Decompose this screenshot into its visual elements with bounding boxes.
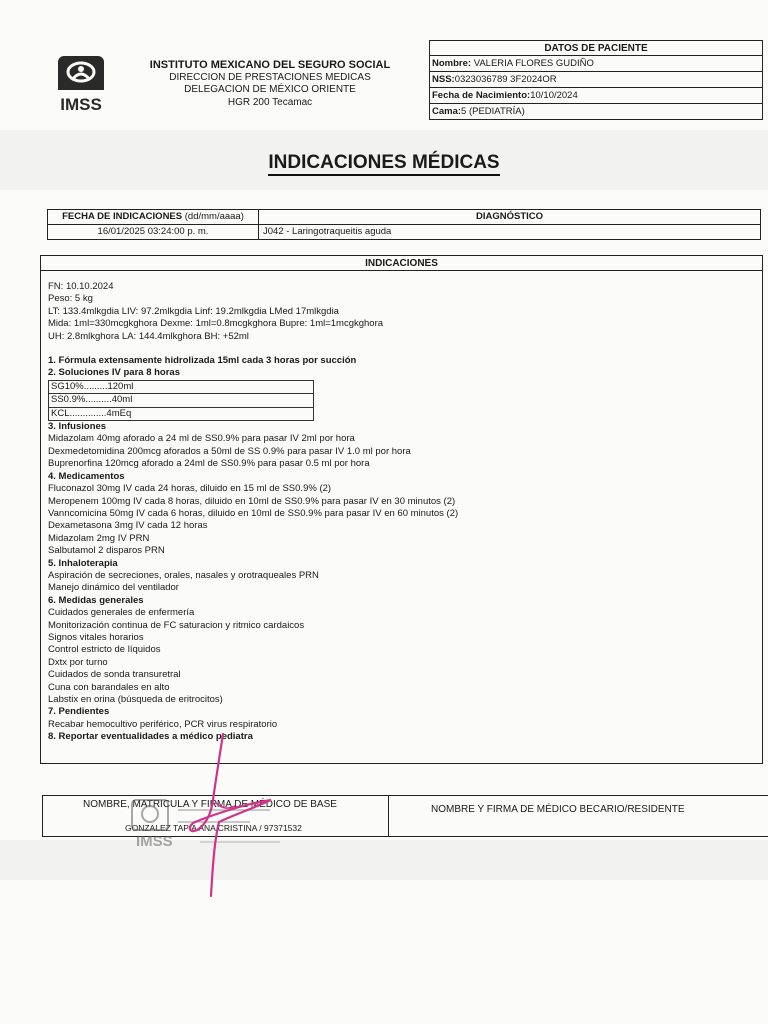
stamp-text: IMSS: [136, 833, 173, 850]
list-item: Labstix en orina (búsqueda de eritrocitos): [48, 694, 223, 705]
resident-physician-label: NOMBRE Y FIRMA DE MÉDICO BECARIO/RESIDENTE: [431, 804, 685, 815]
institution-hospital: HGR 200 Tecamac: [227, 96, 313, 108]
section-heading: 5. Inhaloterapia: [48, 557, 118, 569]
patient-nss: 0323036789 3F2024OR: [454, 74, 557, 85]
section-heading: 8. Reportar eventualidades a médico pediatra: [48, 731, 253, 743]
background-shade: [0, 840, 768, 880]
base-physician-label: NOMBRE, MATRICULA Y FIRMA DE MÉDICO DE BASE: [83, 799, 337, 810]
logo-text: IMSS: [60, 95, 102, 114]
intro-line: Mida: 1ml=330mcgkghora Dexme: 1ml=0.8mcgkghora Bupre: 1ml=1mcgkghora: [48, 318, 384, 330]
imss-logo-icon: [50, 52, 112, 114]
handwritten-signature: [175, 730, 285, 900]
date-header-format: (dd/mm/aaaa): [182, 211, 244, 222]
patient-bed-row: [430, 104, 762, 119]
institution-header: [130, 59, 410, 109]
indications-header: INDICACIONES: [41, 256, 762, 271]
patient-dob-row: [430, 88, 762, 104]
list-item: Fluconazol 30mg IV cada 24 horas, diluido en 15 ml de SS0.9% (2): [48, 483, 332, 495]
orders-date-diagnosis-table: [47, 209, 761, 240]
patient-data-box: [429, 40, 763, 120]
patient-header: DATOS DE PACIENTE: [430, 41, 762, 56]
section-heading: 7. Pendientes: [48, 706, 110, 718]
list-item: Salbutamol 2 disparos PRN: [48, 545, 165, 557]
date-header: [48, 210, 259, 225]
solution-item: SS0.9%..........40ml: [48, 394, 314, 407]
patient-bed: 5 (PEDIATRÍA): [461, 106, 525, 117]
intro-line: FN: 10.10.2024: [48, 281, 114, 292]
resident-physician-cell: [389, 796, 768, 836]
patient-nss-label: NSS:: [432, 74, 455, 85]
list-item: Cuna con barandales en alto: [48, 681, 170, 693]
solution-item: KCL..............4mEq: [48, 408, 314, 421]
date-header-label: FECHA DE INDICACIONES: [62, 211, 183, 222]
list-item: Monitorización continua de FC saturacion y ritmico cardaicos: [48, 619, 305, 631]
solution-item: SG10%.........120ml: [48, 380, 314, 394]
list-item: Cuidados generales de enfermería: [48, 607, 195, 619]
list-item: Aspiración de secreciones, orales, nasales y orotraqueales PRN: [48, 569, 319, 581]
list-item: Dxtx por turno: [48, 656, 108, 668]
list-item: Manejo dinámico del ventilador: [48, 582, 179, 594]
patient-dob: 10/10/2024: [530, 90, 578, 101]
orders-date-value: 16/01/2025 03:24:00 p. m.: [48, 225, 259, 240]
indications-box: [40, 255, 763, 764]
intro-line: LT: 133.4mlkgdia LIV: 97.2mlkgdia Linf: 19.2mlkgdia LMed 17mlkgdia: [48, 305, 339, 317]
list-item: Control estricto de líquidos: [48, 644, 161, 656]
list-item: Meropenem 100mg IV cada 8 horas, diluido en 10ml de SS0.9% para pasar IV en 30 minutos (2): [48, 495, 456, 507]
section-heading: 4. Medicamentos: [48, 470, 125, 482]
page-title-text: INDICACIONES MÉDICAS: [268, 152, 499, 176]
list-item: Dexametasona 3mg IV cada 12 horas: [48, 520, 208, 532]
list-item: Midazolam 2mg IV PRN: [48, 532, 150, 544]
section-heading: 1. Fórmula extensamente hidrolizada 15ml cada 3 horas por succión: [48, 355, 357, 367]
list-item: Cuidados de sonda transuretral: [48, 669, 181, 681]
section-heading: 6. Medidas generales: [48, 594, 144, 606]
list-item: Dexmedetomidina 200mcg aforados a 50ml de SS 0.9% para pasar IV 1.0 ml por hora: [48, 445, 411, 457]
intro-line: Peso: 5 kg: [48, 293, 93, 305]
diagnosis-value: J042 - Laringotraqueitis aguda: [259, 225, 761, 240]
section-heading: 2. Soluciones IV para 8 horas: [48, 367, 180, 379]
list-item: Buprenorfina 120mcg aforado a 24ml de SS0.9% para pasar 0.5 ml por hora: [48, 458, 370, 470]
patient-bed-label: Cama:: [432, 106, 462, 117]
diagnosis-header: DIAGNÓSTICO: [259, 210, 761, 225]
patient-nss-row: [430, 72, 762, 88]
list-item: Recabar hemocultivo periférico, PCR virus respiratorio: [48, 718, 278, 730]
page-title: [0, 152, 768, 174]
section-heading: 3. Infusiones: [48, 421, 107, 433]
base-physician-name: GONZALEZ TAPIA ANA CRISTINA / 97371532: [125, 823, 302, 833]
institution-delegation: DELEGACION DE MÉXICO ORIENTE: [184, 84, 356, 95]
list-item: Midazolam 40mg aforado a 24 ml de SS0.9% para pasar IV 2ml por hora: [48, 433, 355, 445]
patient-name-label: Nombre:: [432, 58, 472, 69]
patient-name: VALERIA FLORES GUDIÑO: [473, 58, 594, 69]
institution-direction: DIRECCION DE PRESTACIONES MEDICAS: [169, 71, 371, 83]
institution-name: INSTITUTO MEXICANO DEL SEGURO SOCIAL: [149, 59, 391, 71]
indications-list: [48, 281, 458, 744]
intro-line: UH: 2.8mlkghora LA: 144.4mlkghora BH: +52ml: [48, 330, 249, 342]
patient-dob-label: Fecha de Nacimiento:: [432, 90, 531, 101]
list-item: Signos vitales horarios: [48, 631, 144, 643]
patient-name-row: [430, 56, 762, 72]
list-item: Vanncomicina 50mg IV cada 6 horas, diluido en 10ml de SS0.9% para pasar IV en 60 minutos (2): [48, 507, 459, 519]
